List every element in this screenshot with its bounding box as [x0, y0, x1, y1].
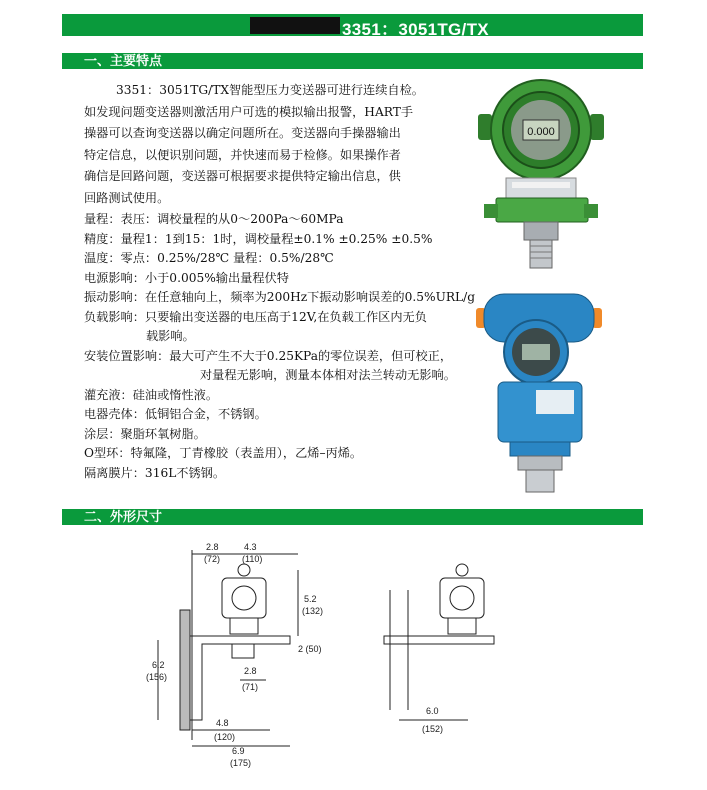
- dim-label: (156): [146, 672, 168, 682]
- intro-line: 回路测试使用。: [84, 190, 170, 205]
- section-heading-dimensions: [62, 509, 643, 525]
- dim-label: (152): [422, 724, 444, 734]
- dim-label: 6.9: [232, 746, 245, 756]
- band-highlight: [512, 182, 570, 188]
- dim-label: 4.3: [244, 542, 257, 552]
- nameplate: [536, 390, 574, 414]
- dim-label: (132): [302, 606, 324, 616]
- spec-o-ring: O型环：特氟隆，丁青橡胶（表盖用），乙烯–丙烯。: [84, 446, 363, 460]
- green-transmitter-image: [478, 74, 606, 276]
- intro-line: 如发现问题变送器则激活用户可选的模拟输出报警，HART手: [84, 104, 414, 119]
- left-cap: [478, 114, 492, 140]
- spec-fill-fluid: 灌充液：硅油或惰性液。: [84, 387, 219, 402]
- lcd-display: [522, 344, 550, 360]
- dim-label: 5.2: [304, 594, 317, 604]
- spec-load-cont: 载影响。: [146, 329, 195, 343]
- fitting-thread: [526, 470, 554, 492]
- intro-paragraph: [84, 80, 444, 209]
- flange-right: [584, 204, 598, 218]
- dim-label: (175): [230, 758, 252, 768]
- spec-mounting: 安装位置影响：最大可产生不大于0.25KPa的零位误差，但可校正，: [84, 348, 453, 363]
- blue-transmitter-image: [476, 286, 604, 496]
- dim-label: 2.8: [244, 666, 257, 676]
- metal-band: [506, 178, 576, 200]
- spec-range: 量程：表压：调校量程的从0～200Pa～60MPa: [84, 212, 344, 226]
- transmitter-head-left: [222, 578, 266, 618]
- pipe: [390, 590, 408, 710]
- lower-body: [496, 198, 588, 222]
- dimension-drawing: [140, 540, 520, 776]
- intro-line: 确信是回路问题，变送器可根据要求提供特定输出信息，供: [84, 169, 401, 183]
- spec-load: 负载影响：只要输出变送器的电压高于12V,在负载工作区内无负: [84, 309, 427, 324]
- fitting-thread: [530, 240, 552, 268]
- fitting-hex: [524, 222, 558, 240]
- page-title: 3351：3051TG/TX: [342, 20, 489, 39]
- spec-diaphragm: 隔离膜片：316L不锈钢。: [84, 465, 226, 480]
- spec-housing: 电器壳体：低铜铝合金，不锈钢。: [84, 407, 267, 421]
- dim-label: (72): [204, 554, 221, 564]
- dim-label: 2 (50): [298, 644, 322, 654]
- spec-coating: 涂层：聚脂环氧树脂。: [84, 426, 206, 441]
- transmitter-head-right: [440, 578, 484, 618]
- intro-line: 操器可以查询变送器以确定问题所在。变送器向手操器输出: [84, 126, 401, 140]
- flange-left: [484, 204, 498, 218]
- title-bar: [62, 14, 643, 39]
- spec-accuracy: 精度：量程1：1到15：1时，调校量程±0.1% ±0.25% ±0.5%: [84, 231, 433, 246]
- intro-line: 3351：3051TG/TX智能型压力变送器可进行连续自检。: [116, 83, 424, 97]
- right-cap: [590, 114, 604, 140]
- fitting-hex: [518, 456, 562, 470]
- lcd-reading: 0.000: [527, 126, 555, 138]
- dim-label: (120): [214, 732, 236, 742]
- dim-label: (71): [242, 682, 259, 692]
- dim-label: 2.8: [206, 542, 219, 552]
- title-redaction-block: [250, 17, 340, 34]
- neck: [510, 442, 570, 456]
- spec-list: [84, 210, 484, 483]
- dim-label: 4.8: [216, 718, 229, 728]
- dim-label: (110): [242, 554, 263, 564]
- wall-plate: [180, 610, 190, 730]
- spec-temperature: 温度：零点：0.25%/28℃ 量程：0.5%/28℃: [84, 251, 334, 265]
- section-heading-label: 二、外形尺寸: [84, 509, 163, 524]
- dim-label: 6.0: [426, 706, 439, 716]
- dim-label: 6.2: [152, 660, 165, 670]
- intro-line: 特定信息，以便识别问题，并快速而易于检修。如果操作者: [84, 147, 401, 162]
- spec-mounting-cont: 对量程无影响，测量本体相对法兰转动无影响。: [200, 368, 456, 382]
- section-heading-features: [62, 53, 643, 69]
- spec-power: 电源影响：小于0.005%输出量程伏特: [84, 270, 289, 285]
- section-heading-label: 一、主要特点: [84, 53, 163, 68]
- spec-vibration: 振动影响：在任意轴向上，频率为200Hz下振动影响误差的0.5%URL/g: [84, 290, 476, 304]
